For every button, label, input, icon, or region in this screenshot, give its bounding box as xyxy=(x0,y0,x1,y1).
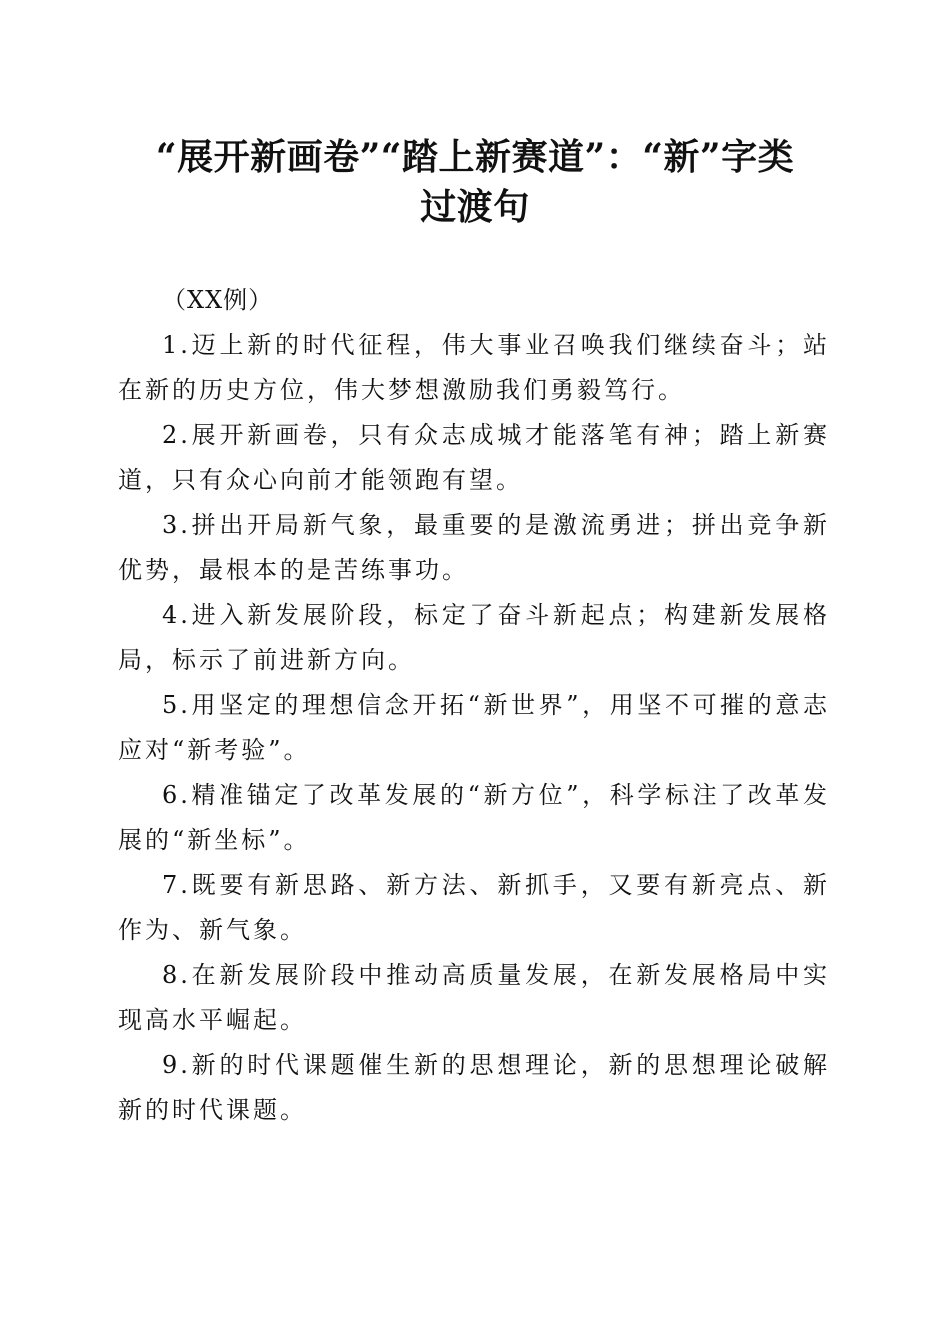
document-body xyxy=(118,278,830,1133)
paragraph-3: 3.拼出开局新气象，最重要的是激流勇进；拼出竞争新优势，最根本的是苦练事功。 xyxy=(118,511,830,584)
paragraph-7: 7.既要有新思路、新方法、新抓手，又要有新亮点、新作为、新气象。 xyxy=(118,871,830,944)
paragraph-1: 1.迈上新的时代征程，伟大事业召唤我们继续奋斗；站在新的历史方位，伟大梦想激励我们勇毅笃行。 xyxy=(118,331,830,404)
paragraph-4: 4.进入新发展阶段，标定了奋斗新起点；构建新发展格局，标示了前进新方向。 xyxy=(118,601,830,674)
paragraph-5: 5.用坚定的理想信念开拓“新世界”，用坚不可摧的意志应对“新考验”。 xyxy=(118,691,830,764)
item-count-note: （XX例） xyxy=(162,286,274,314)
title-line-1: “展开新画卷”“踏上新赛道”：“新”字类 xyxy=(155,136,795,178)
title-line-2: 过渡句 xyxy=(420,186,530,228)
paragraph-8: 8.在新发展阶段中推动高质量发展，在新发展格局中实现高水平崛起。 xyxy=(118,961,830,1034)
document-title xyxy=(110,132,840,232)
paragraph-2: 2.展开新画卷，只有众志成城才能落笔有神；踏上新赛道，只有众心向前才能领跑有望。 xyxy=(118,421,830,494)
paragraph-6: 6.精准锚定了改革发展的“新方位”，科学标注了改革发展的“新坐标”。 xyxy=(118,781,830,854)
paragraph-9: 9.新的时代课题催生新的思想理论，新的思想理论破解新的时代课题。 xyxy=(118,1051,830,1124)
